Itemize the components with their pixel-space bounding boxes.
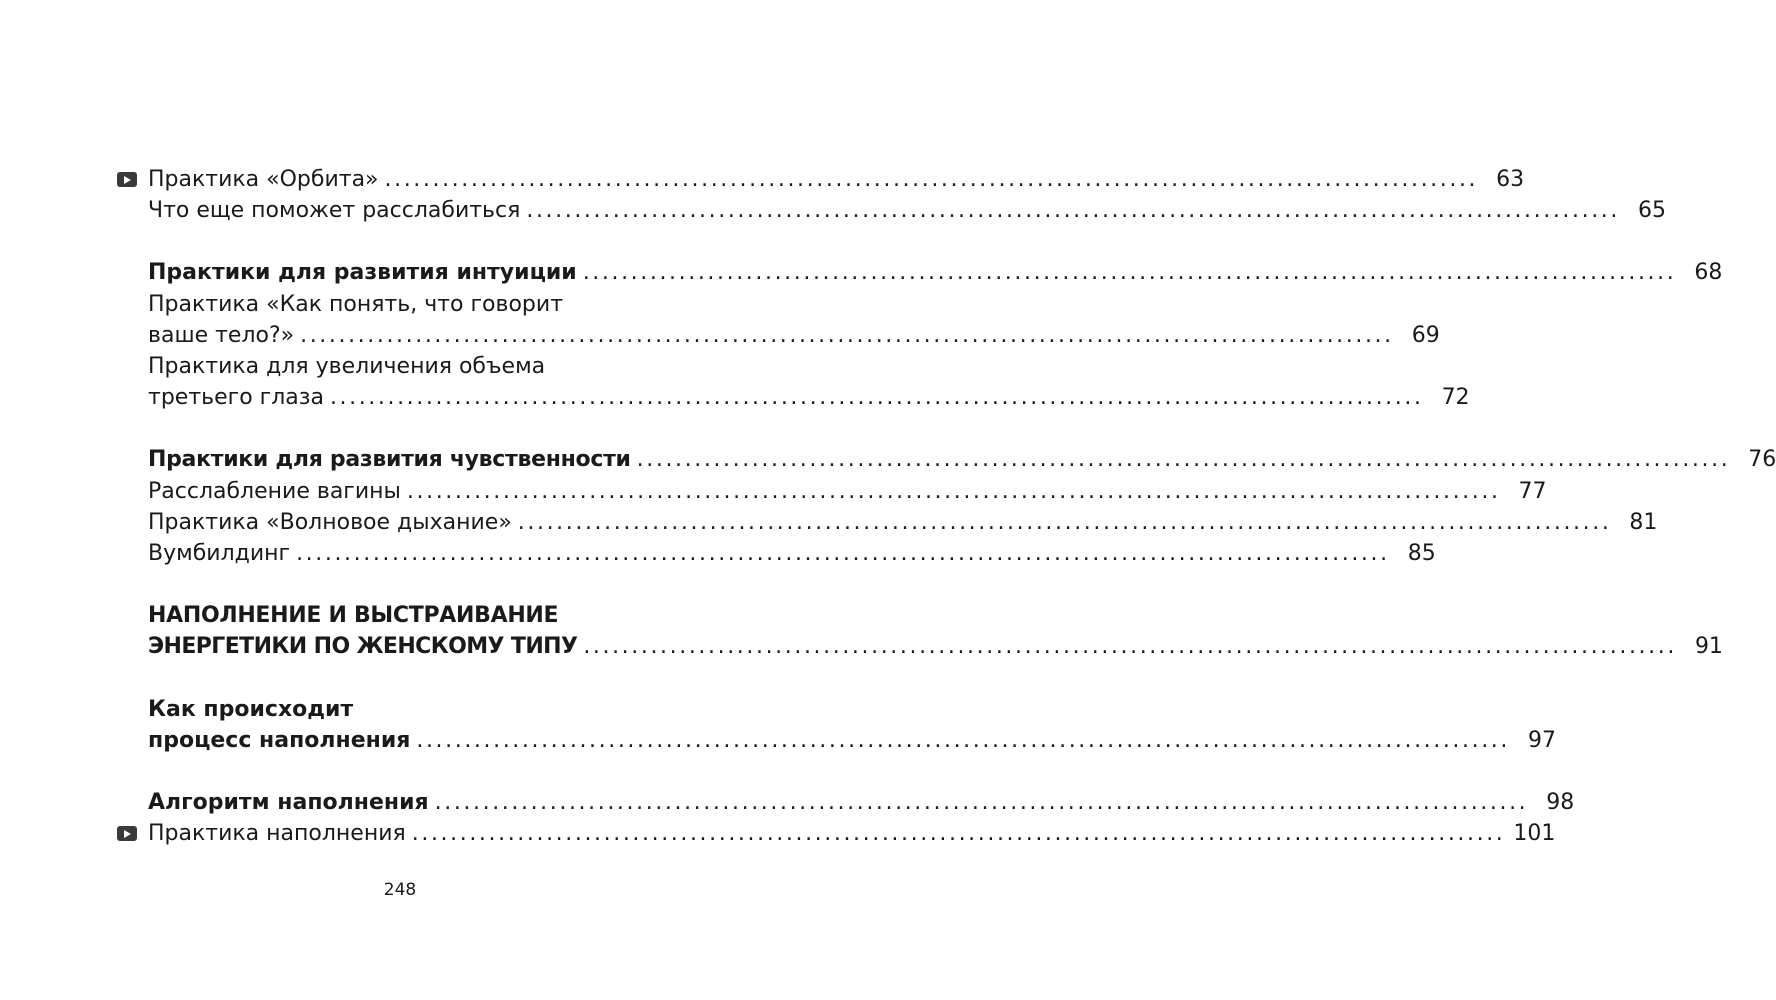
section-gap (148, 569, 702, 600)
dot-leader: .................................................................................................................. (416, 727, 1510, 753)
table-of-contents (148, 164, 1776, 849)
toc-entry-title: третьего глаза (148, 385, 324, 411)
toc-entry-wumbilding[interactable] (148, 538, 1436, 569)
toc-entry-sensuality[interactable] (148, 444, 1776, 475)
toc-entry-title: Что еще поможет расслабиться (148, 198, 521, 224)
dot-leader: .................................................................................................................. (517, 509, 1612, 535)
section-gap (148, 756, 702, 787)
toc-entry-filling-process[interactable] (148, 694, 1556, 756)
toc-entry-page: 97 (1528, 727, 1556, 753)
toc-entry-page: 77 (1518, 478, 1547, 504)
toc-entry-page: 63 (1496, 167, 1525, 192)
dot-leader: .................................................................................................................. (329, 385, 1424, 411)
toc-entry-page: 81 (1629, 509, 1658, 535)
toc-entry-title: процесс наполнения (148, 727, 411, 753)
dot-leader: .................................................................................................................. (411, 821, 1506, 847)
video-play-icon (117, 826, 137, 841)
toc-entry-page: 98 (1546, 790, 1575, 816)
toc-entry-title: Практики для развития чувственности (148, 447, 631, 473)
toc-entry-wave-breathing[interactable] (148, 507, 1658, 538)
dot-leader: .................................................................................................................. (434, 790, 1529, 816)
toc-entry-page: 72 (1441, 385, 1470, 411)
toc-entry-page: 76 (1748, 447, 1776, 473)
dot-leader: .................................................................................................................. (583, 634, 1677, 660)
toc-entry-relaxation[interactable] (148, 476, 1547, 507)
dot-leader: .................................................................................................................. (300, 322, 1394, 348)
page-number: 248 (383, 880, 417, 900)
toc-entry-page: 68 (1694, 260, 1723, 286)
toc-entry-title: Расслабление вагины (148, 478, 401, 504)
toc-entry-page: 65 (1637, 198, 1666, 224)
dot-leader: .................................................................................................................. (296, 541, 1390, 567)
toc-entry-orbita[interactable] (148, 164, 1525, 195)
dot-leader: .................................................................................................................. (384, 167, 1479, 192)
toc-entry-page: 69 (1411, 322, 1440, 348)
toc-entry-body-talk[interactable] (148, 289, 1440, 351)
toc-entry-title: ЭНЕРГЕТИКИ ПО ЖЕНСКОМУ ТИПУ (148, 634, 578, 660)
toc-entry-third-eye[interactable] (148, 351, 1470, 413)
toc-entry-title: Практики для развития интуиции (148, 260, 577, 286)
toc-entry-title-line1: Практика для увеличения объема (148, 354, 546, 380)
toc-entry-title-line1: Практика «Как понять, что говорит (148, 291, 564, 317)
toc-entry-intuition[interactable] (148, 257, 1723, 288)
dot-leader: .................................................................................................................. (406, 478, 1501, 504)
section-gap (148, 663, 702, 694)
dot-leader: .................................................................................................................. (636, 447, 1731, 473)
section-gap (148, 413, 702, 444)
toc-entry-title: Практика наполнения (148, 821, 406, 847)
toc-entry-title-line1: Как происходит (148, 696, 354, 722)
toc-entry-title: Алгоритм наполнения (148, 790, 429, 816)
video-play-icon (117, 172, 137, 187)
toc-entry-page: 85 (1407, 541, 1436, 567)
toc-entry-title: ваше тело?» (148, 322, 295, 348)
toc-entry-title-line1: НАПОЛНЕНИЕ И ВЫСТРАИВАНИЕ (148, 603, 559, 629)
toc-entry-page: 101 (1513, 821, 1556, 847)
dot-leader: .................................................................................................................. (526, 198, 1620, 224)
toc-entry-title: Вумбилдинг (148, 541, 291, 567)
toc-entry-chapter-filling[interactable] (148, 600, 1723, 662)
toc-entry-title: Практика «Волновое дыхание» (148, 509, 512, 535)
toc-entry-relax[interactable] (148, 195, 1666, 226)
toc-entry-title: Практика «Орбита» (148, 167, 379, 192)
toc-entry-page: 91 (1694, 634, 1723, 660)
section-gap (148, 226, 702, 257)
dot-leader: .................................................................................................................. (582, 260, 1677, 286)
toc-entry-filling-practice[interactable] (148, 818, 1556, 849)
toc-entry-algorithm[interactable] (148, 787, 1575, 818)
